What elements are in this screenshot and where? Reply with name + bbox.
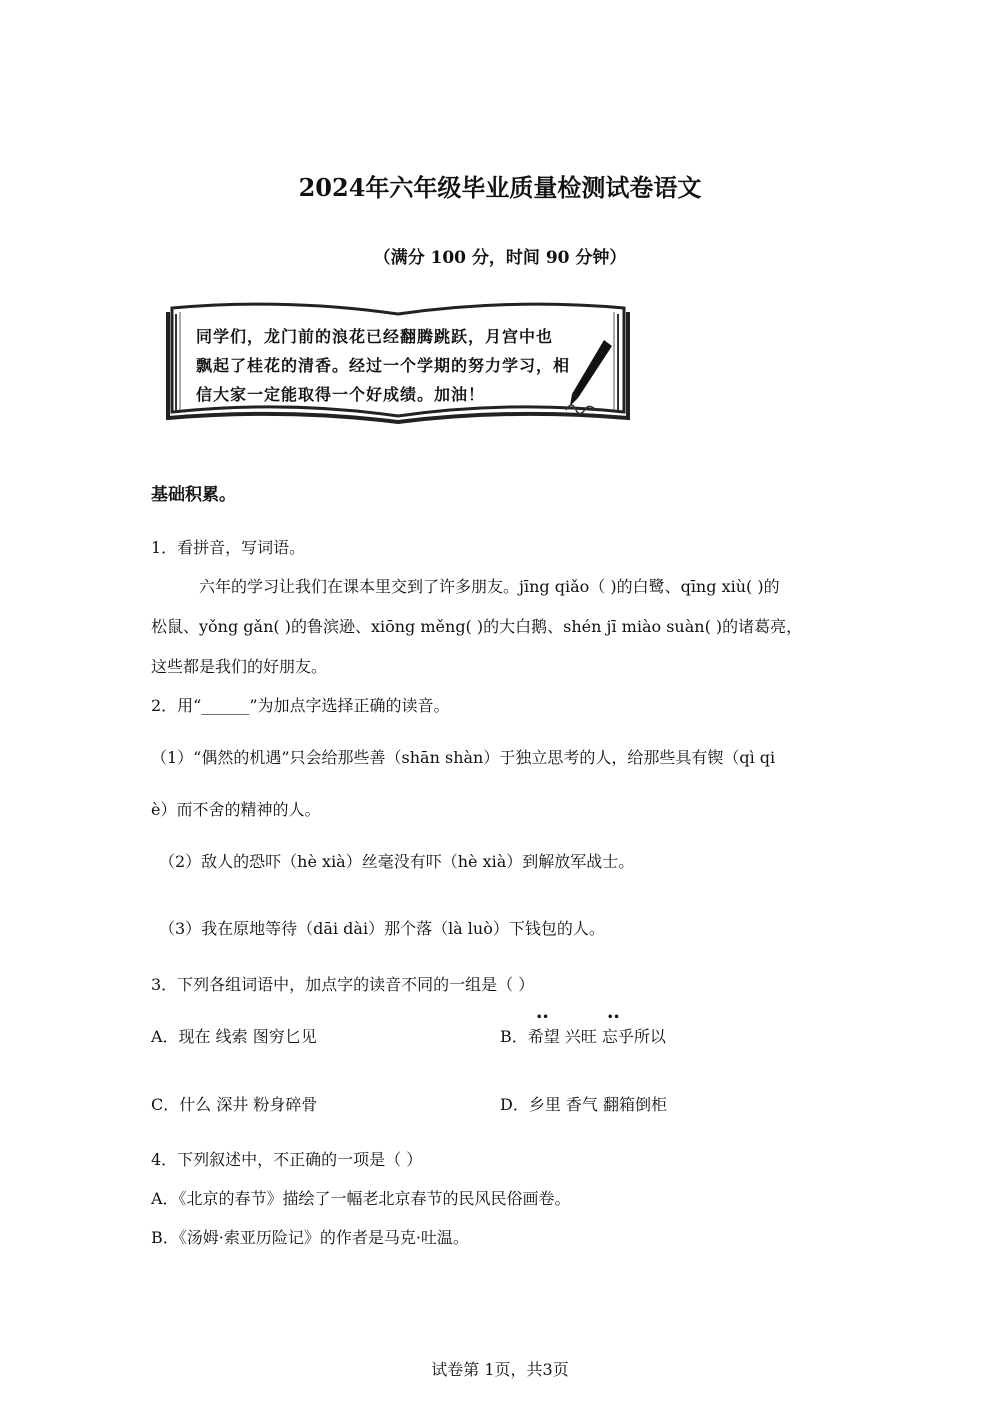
q3-stem: 3．下列各组词语中，加点字的读音不同的一组是（ ）	[151, 975, 535, 994]
q2-item-1b: è）而不舍的精神的人。	[151, 800, 321, 819]
q2-item-3: （3）我在原地等待（dāi dài）那个落（là luò）下钱包的人。	[159, 919, 605, 938]
q3-option-a: A．现在 线索 图穷匕见	[151, 1027, 317, 1046]
emphasis-dots: ••	[607, 1012, 620, 1023]
q1-line-3: 这些都是我们的好朋友。	[151, 657, 328, 676]
q4-stem: 4．下列叙述中，不正确的一项是（ ）	[151, 1150, 423, 1169]
q2-item-1a: （1）“偶然的机遇”只会给那些善（shān shàn）于独立思考的人，给那些具有锲（qì qi	[151, 748, 776, 767]
emphasis-dots: ••	[536, 1012, 549, 1023]
q3-option-d: D．乡里 香气 翻箱倒柜	[500, 1095, 668, 1114]
q1-line-1: 六年的学习让我们在课本里交到了许多朋友。jīng qiǎo（ )的白鹭、qīng xiù( )的	[199, 577, 780, 596]
banner-line-2: 飘起了桂花的清香。经过一个学期的努力学习，相	[196, 356, 571, 375]
q1-stem: 1．看拼音，写词语。	[151, 538, 306, 557]
q4-option-a: A．《北京的春节》描绘了一幅老北京春节的民风民俗画卷。	[151, 1189, 571, 1208]
banner-line-3: 信大家一定能取得一个好成绩。加油！	[196, 385, 486, 404]
q4-option-b: B．《汤姆·索亚历险记》的作者是马克·吐温。	[151, 1228, 469, 1247]
q2-stem: 2．用“______”为加点字选择正确的读音。	[151, 696, 450, 715]
page-footer: 试卷第 1页，共3页	[431, 1360, 569, 1379]
page-title: 2024年六年级毕业质量检测试卷语文	[298, 173, 702, 202]
q2-item-2: （2）敌人的恐吓（hè xià）丝毫没有吓（hè xià）到解放军战士。	[159, 852, 635, 871]
banner-line-1: 同学们，龙门前的浪花已经翻腾跳跃，月宫中也	[196, 327, 554, 346]
q1-line-2: 松鼠、yǒng gǎn( )的鲁滨逊、xiōng měng( )的大白鹅、shén jī miào suàn( )的诸葛亮，	[151, 617, 803, 636]
q3-option-b: B．希望 兴旺 忘乎所以	[500, 1027, 666, 1046]
banner-message	[196, 322, 576, 409]
page-subtitle: （满分 100 分，时间 90 分钟）	[373, 248, 627, 268]
q3-option-c: C．什么 深井 粉身碎骨	[151, 1095, 318, 1114]
section-title: 基础积累。	[151, 485, 236, 505]
